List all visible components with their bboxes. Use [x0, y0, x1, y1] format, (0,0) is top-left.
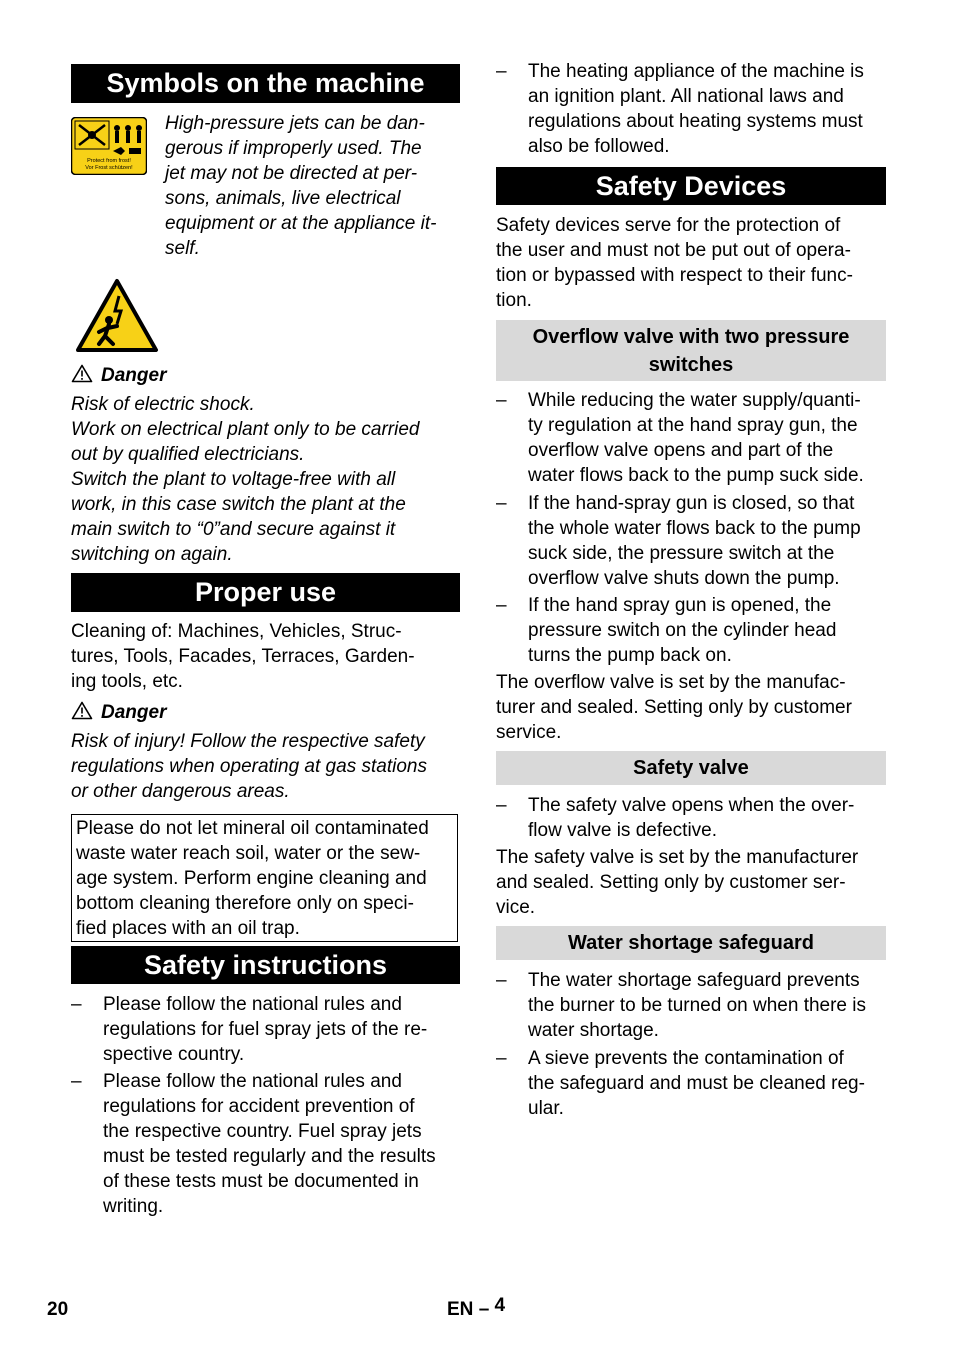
text-line: tion or bypassed with respect to their func- [496, 265, 853, 286]
symbols-description [165, 111, 465, 261]
text-line: tion. [496, 290, 532, 311]
text-line: jet may not be directed at per- [165, 163, 418, 184]
text-line: equipment or at the appliance it- [165, 213, 437, 234]
text-line: fied places with an oil trap. [76, 918, 300, 939]
list-item [496, 491, 886, 591]
text-line: tures, Tools, Facades, Terraces, Garden- [71, 646, 415, 667]
text-line: spective country. [103, 1044, 245, 1065]
list-dash: – [496, 795, 507, 816]
text-line: the burner to be turned on when there is [528, 995, 867, 1016]
list-dash: – [496, 1048, 507, 1069]
text-line: main switch to “0”and secure against it [71, 519, 396, 540]
text-line: age system. Perform engine cleaning and [76, 868, 427, 889]
text-line: regulations for accident prevention of [103, 1096, 415, 1117]
danger-text: Danger [101, 702, 167, 723]
safety-valve-note [496, 845, 886, 920]
danger-1-text [71, 392, 460, 567]
proper-use-text [71, 619, 460, 694]
text-line: the user and must not be put out of opera- [496, 240, 851, 261]
text-line: The water shortage safeguard prevents [528, 970, 860, 991]
text-line: Risk of electric shock. [71, 394, 255, 415]
list-dash: – [71, 1071, 82, 1092]
heading-safety-devices [496, 167, 886, 205]
list-item-text [528, 388, 886, 488]
footer-section-page: 4 [494, 1295, 506, 1316]
list-item-text [528, 1046, 886, 1121]
text-line: water shortage. [528, 1020, 659, 1041]
warning-triangle-icon [71, 364, 93, 383]
text-line: If the hand spray gun is opened, the [528, 595, 832, 616]
list-item [496, 968, 886, 1043]
text-line: turer and sealed. Setting only by customer [496, 697, 852, 718]
text-line: regulations about heating systems must [528, 111, 863, 132]
text-line: Please follow the national rules and [103, 994, 402, 1015]
list-item [496, 1046, 886, 1121]
text-line: regulations for fuel spray jets of the re- [103, 1019, 428, 1040]
list-item-text [528, 59, 886, 159]
text-line: The heating appliance of the machine is [528, 61, 864, 82]
sticker-label-line-1: Protect from frost! [87, 158, 131, 164]
text-line: Safety devices serve for the protection of [496, 215, 841, 236]
heading-proper-use [71, 573, 460, 612]
text-line: waste water reach soil, water or the sew- [76, 843, 421, 864]
overflow-note [496, 670, 886, 745]
page-number: 20 [47, 1299, 69, 1320]
text-line: Cleaning of: Machines, Vehicles, Struc- [71, 621, 402, 642]
text-line: ular. [528, 1098, 564, 1119]
danger-2-text [71, 729, 460, 804]
text-line: and sealed. Setting only by customer ser- [496, 872, 846, 893]
footer-section-label [447, 1295, 506, 1321]
list-dash: – [71, 994, 82, 1015]
text-line: ing tools, etc. [71, 671, 183, 692]
list-item-text [103, 992, 460, 1067]
heading-text: Safety Devices [595, 170, 787, 201]
text-line: water flows back to the pump suck side. [528, 465, 864, 486]
footer-dash: – [478, 1299, 490, 1320]
text-line: The safety valve opens when the over- [528, 795, 855, 816]
text-line: The safety valve is set by the manufacturer [496, 847, 859, 868]
heading-safety-instructions [71, 946, 460, 984]
text-line: an ignition plant. All national laws and [528, 86, 844, 107]
list-item [496, 593, 886, 668]
sticker-label-line-2: Vor Frost schützen! [85, 165, 133, 171]
text-line: service. [496, 722, 562, 743]
text-line: turns the pump back on. [528, 645, 732, 666]
danger-label-1 [71, 363, 166, 388]
text-line: ty regulation at the hand spray gun, the [528, 415, 858, 436]
list-dash: – [496, 390, 507, 411]
subheading-line: switches [648, 353, 734, 376]
text-line: Work on electrical plant only to be carried [71, 419, 420, 440]
text-line: of these tests must be documented in [103, 1171, 419, 1192]
list-item-text [528, 491, 886, 591]
subheading-safety-valve [496, 751, 886, 785]
text-line: overflow valve shuts down the pump. [528, 568, 840, 589]
heading-text: Proper use [194, 577, 337, 607]
text-line: the whole water flows back to the pump [528, 518, 861, 539]
subheading-water-shortage [496, 926, 886, 960]
text-line: bottom cleaning therefore only on speci- [76, 893, 414, 914]
text-line: Please do not let mineral oil contaminated [76, 818, 429, 839]
danger-label-2 [71, 700, 166, 725]
text-line: work, in this case switch the plant at the [71, 494, 406, 515]
text-line: must be tested regularly and the results [103, 1146, 436, 1167]
text-line: A sieve prevents the contamination of [528, 1048, 844, 1069]
text-line: The overflow valve is set by the manufac- [496, 672, 846, 693]
list-item-text [528, 968, 886, 1043]
list-item [71, 992, 460, 1067]
oil-notice-box [71, 814, 458, 942]
list-item-text [528, 593, 886, 668]
text-line: or other dangerous areas. [71, 781, 290, 802]
electric-shock-warning-icon [75, 278, 159, 354]
text-line: gerous if improperly used. The [165, 138, 422, 159]
subheading-text: Safety valve [633, 757, 749, 779]
text-line: Please follow the national rules and [103, 1071, 402, 1092]
text-line: High-pressure jets can be dan- [165, 113, 425, 134]
text-line: Risk of injury! Follow the respective safety [71, 731, 425, 752]
text-line: the safeguard and must be cleaned reg- [528, 1073, 865, 1094]
text-line: also be followed. [528, 136, 670, 157]
text-line: While reducing the water supply/quanti- [528, 390, 861, 411]
text-line: the respective country. Fuel spray jets [103, 1121, 422, 1142]
footer-lang: EN [447, 1299, 474, 1320]
text-line: switching on again. [71, 544, 233, 565]
list-item-text [528, 793, 886, 843]
text-line: regulations when operating at gas stations [71, 756, 427, 777]
subheading-overflow-valve [496, 320, 886, 381]
list-item [71, 1069, 460, 1219]
electric-shock-warning [75, 278, 159, 359]
text-line: flow valve is defective. [528, 820, 718, 841]
danger-text: Danger [101, 365, 167, 386]
list-dash: – [496, 970, 507, 991]
heading-symbols-on-the-machine [71, 64, 460, 103]
machine-symbol-sticker [71, 117, 147, 175]
text-line: writing. [103, 1196, 164, 1217]
warning-triangle-icon [71, 701, 93, 720]
subheading-text: Water shortage safeguard [568, 932, 814, 954]
list-dash: – [496, 61, 507, 82]
list-dash: – [496, 595, 507, 616]
safety-devices-text [496, 213, 886, 313]
sticker-label [74, 158, 144, 172]
list-item [496, 59, 886, 159]
text-line: If the hand-spray gun is closed, so that [528, 493, 855, 514]
list-item [496, 793, 886, 843]
subheading-line: Overflow valve with two pressure [532, 325, 850, 348]
text-line: Switch the plant to voltage-free with all [71, 469, 396, 490]
list-item-text [103, 1069, 460, 1219]
text-line: suck side, the pressure switch at the [528, 543, 835, 564]
text-line: sons, animals, live electrical [165, 188, 401, 209]
text-line: out by qualified electricians. [71, 444, 305, 465]
heading-text: Symbols on the machine [106, 68, 425, 98]
list-dash: – [496, 493, 507, 514]
text-line: vice. [496, 897, 536, 918]
text-line: overflow valve opens and part of the [528, 440, 834, 461]
list-item [496, 388, 886, 488]
text-line: pressure switch on the cylinder head [528, 620, 837, 641]
text-line: self. [165, 238, 200, 259]
heading-text: Safety instructions [143, 949, 388, 980]
